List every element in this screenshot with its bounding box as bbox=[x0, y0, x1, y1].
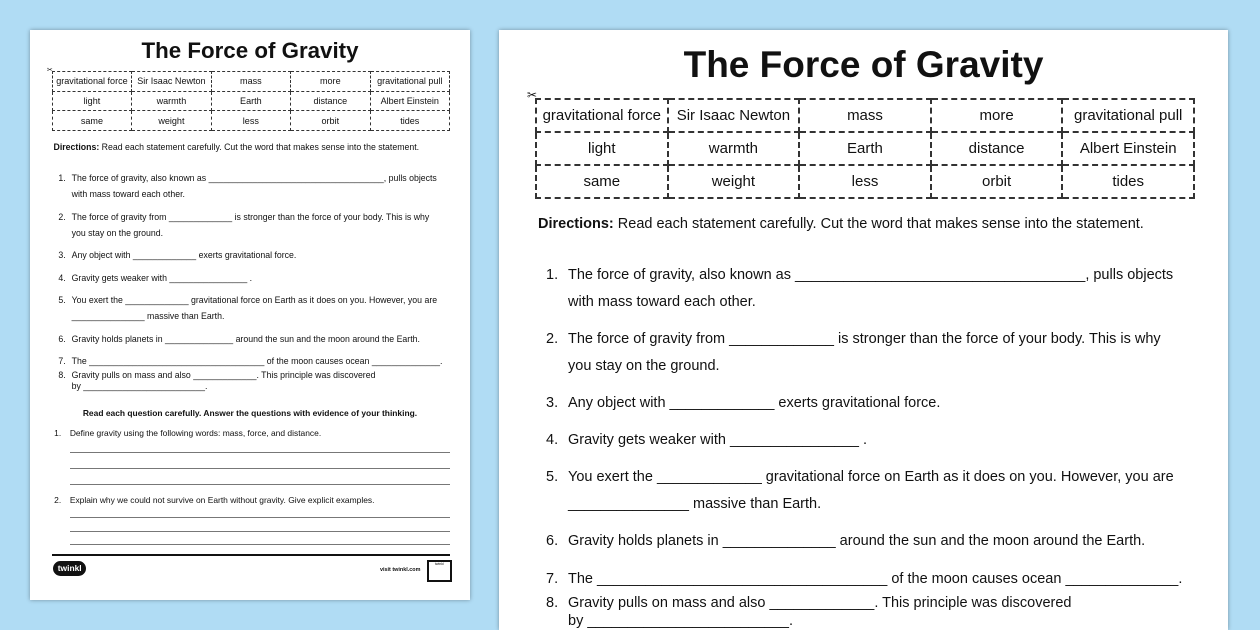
statement-5 bbox=[546, 464, 1174, 518]
word-row bbox=[52, 111, 449, 131]
footer-badge: twinkl bbox=[427, 560, 452, 582]
statement-text: Gravity gets weaker with ________________ . bbox=[568, 432, 868, 448]
statement-text: Gravity pulls on mass and also _____________. This principle was discovered bbox=[568, 595, 1072, 611]
worksheet-title: The Force of Gravity bbox=[683, 44, 1044, 85]
word-card: warmth bbox=[132, 91, 211, 111]
word-card: mass bbox=[799, 99, 931, 132]
statement-continuation: by _________________________. bbox=[568, 613, 793, 629]
statement-4 bbox=[58, 270, 252, 286]
question-num: 1. bbox=[54, 428, 62, 439]
statement-text: Any object with _____________ exerts gravitational force. bbox=[71, 250, 297, 261]
word-card: Sir Isaac Newton bbox=[132, 72, 211, 92]
word-card: gravitational pull bbox=[1062, 99, 1194, 132]
footer-url: visit twinkl.com bbox=[380, 567, 421, 574]
word-row bbox=[536, 132, 1194, 165]
statement-5 bbox=[58, 292, 437, 325]
statement-continuation: with mass toward each other. bbox=[71, 189, 185, 200]
directions bbox=[54, 142, 420, 152]
word-row bbox=[536, 165, 1194, 198]
statement-num: 6. bbox=[546, 533, 559, 549]
word-card: less bbox=[799, 165, 931, 198]
scissors-icon: ✂ bbox=[527, 88, 538, 102]
word-card: weight bbox=[668, 165, 800, 198]
footer-divider bbox=[52, 554, 450, 556]
statement-text: The ____________________________________ of the moon causes ocean ______________. bbox=[71, 356, 443, 367]
word-card: orbit bbox=[931, 165, 1063, 198]
statement-3 bbox=[58, 247, 296, 263]
statement-num: 5. bbox=[546, 469, 559, 485]
answer-line bbox=[70, 544, 450, 545]
question-2 bbox=[54, 495, 374, 505]
word-card: same bbox=[52, 111, 131, 131]
statement-continuation: _______________ massive than Earth. bbox=[568, 496, 822, 512]
worksheet-title: The Force of Gravity bbox=[141, 38, 359, 64]
word-card: warmth bbox=[668, 132, 800, 165]
worksheet-preview bbox=[499, 30, 1228, 630]
statement-3 bbox=[546, 390, 940, 417]
statement-text: You exert the _____________ gravitational force on Earth as it does on you. However, you are bbox=[71, 294, 438, 305]
statement-text: Gravity gets weaker with ________________ . bbox=[71, 272, 253, 283]
worksheet-thumbnail[interactable] bbox=[30, 30, 470, 600]
statement-8 bbox=[58, 369, 375, 391]
questions-heading: Read each question carefully. Answer the questions with evidence of your thinking. bbox=[82, 407, 418, 418]
statement-text: Any object with _____________ exerts gravitational force. bbox=[568, 395, 941, 411]
statement-num: 1. bbox=[58, 173, 66, 183]
statement-num: 4. bbox=[58, 272, 66, 283]
statement-7 bbox=[58, 353, 442, 369]
statement-continuation: _______________ massive than Earth. bbox=[71, 311, 225, 322]
statement-num: 1. bbox=[546, 267, 559, 283]
statement-num: 3. bbox=[58, 250, 66, 261]
word-card: Earth bbox=[799, 132, 931, 165]
word-card: Earth bbox=[211, 91, 290, 111]
statement-text: The force of gravity from _____________ is stronger than the force of your body. This is why bbox=[568, 331, 1161, 347]
word-card: tides bbox=[1062, 165, 1194, 198]
word-row bbox=[52, 91, 449, 111]
statement-continuation: with mass toward each other. bbox=[568, 294, 756, 310]
directions-label: Directions: bbox=[53, 142, 100, 153]
statement-num: 4. bbox=[546, 432, 559, 448]
statement-text: The force of gravity from _____________ is stronger than the force of your body. This is why bbox=[71, 211, 430, 222]
word-bank bbox=[52, 71, 450, 131]
statement-num: 5. bbox=[58, 294, 66, 305]
twinkl-logo: twinkl bbox=[53, 561, 87, 576]
directions bbox=[538, 216, 1144, 232]
word-card: orbit bbox=[291, 111, 370, 131]
statement-num: 2. bbox=[58, 211, 66, 222]
word-card: distance bbox=[931, 132, 1063, 165]
statement-text: The force of gravity, also known as ____________________________________, pulls objects bbox=[568, 267, 1174, 283]
word-row bbox=[52, 72, 449, 92]
statement-1 bbox=[546, 262, 1173, 316]
word-card: gravitational pull bbox=[370, 72, 449, 92]
word-card: same bbox=[536, 165, 668, 198]
word-card: more bbox=[291, 72, 370, 92]
statement-6 bbox=[58, 331, 420, 347]
directions-text: Read each statement carefully. Cut the word that makes sense into the statement. bbox=[613, 216, 1144, 232]
word-card: gravitational force bbox=[52, 72, 131, 92]
answer-line bbox=[70, 452, 450, 453]
statement-num: 8. bbox=[58, 370, 66, 381]
statement-text: You exert the _____________ gravitational force on Earth as it does on you. However, you are bbox=[568, 469, 1174, 485]
word-card: more bbox=[931, 99, 1063, 132]
answer-line bbox=[70, 468, 450, 469]
statement-continuation: you stay on the ground. bbox=[568, 358, 720, 374]
question-num: 2. bbox=[54, 495, 62, 506]
directions-label: Directions: bbox=[538, 216, 614, 232]
directions-text: Read each statement carefully. Cut the word that makes sense into the statement. bbox=[99, 142, 420, 153]
answer-line bbox=[70, 531, 450, 532]
statement-continuation: by _________________________. bbox=[71, 381, 208, 392]
word-card: Albert Einstein bbox=[370, 91, 449, 111]
word-card: distance bbox=[291, 91, 370, 111]
word-card: weight bbox=[132, 111, 211, 131]
answer-line bbox=[70, 484, 450, 485]
word-card: gravitational force bbox=[536, 99, 668, 132]
statement-2 bbox=[546, 326, 1161, 380]
question-1 bbox=[54, 428, 321, 438]
statement-1 bbox=[58, 170, 436, 203]
statement-text: Gravity pulls on mass and also _____________. This principle was discovered bbox=[71, 370, 376, 381]
word-card: Sir Isaac Newton bbox=[668, 99, 800, 132]
question-text: Explain why we could not survive on Earth without gravity. Give explicit examples. bbox=[69, 495, 375, 506]
statement-continuation: you stay on the ground. bbox=[71, 227, 164, 238]
statement-num: 2. bbox=[546, 331, 559, 347]
statement-6 bbox=[546, 528, 1145, 555]
word-card: mass bbox=[211, 72, 290, 92]
answer-line bbox=[70, 517, 450, 518]
statement-4 bbox=[546, 427, 867, 454]
statement-7 bbox=[546, 566, 1182, 593]
statement-num: 3. bbox=[546, 395, 559, 411]
worksheet-page bbox=[499, 30, 1228, 630]
statement-num: 7. bbox=[546, 571, 559, 587]
statement-2 bbox=[58, 209, 429, 242]
statement-num: 7. bbox=[58, 356, 66, 367]
word-card: less bbox=[211, 111, 290, 131]
worksheet-page bbox=[30, 30, 470, 600]
word-card: light bbox=[536, 132, 668, 165]
scissors-icon: ✂ bbox=[46, 65, 53, 74]
statement-text: Gravity holds planets in ______________ around the sun and the moon around the Earth. bbox=[568, 533, 1146, 549]
statement-text: The ____________________________________ of the moon causes ocean ______________. bbox=[568, 571, 1183, 587]
question-text: Define gravity using the following words: mass, force, and distance. bbox=[69, 428, 322, 439]
statement-text: The force of gravity, also known as ____________________________________, pulls objects bbox=[71, 173, 437, 183]
word-row bbox=[536, 99, 1194, 132]
word-card: tides bbox=[370, 111, 449, 131]
word-card: Albert Einstein bbox=[1062, 132, 1194, 165]
statement-num: 8. bbox=[546, 595, 559, 611]
statement-text: Gravity holds planets in ______________ around the sun and the moon around the Earth. bbox=[71, 333, 420, 344]
word-card: light bbox=[52, 91, 131, 111]
statement-8 bbox=[546, 592, 1072, 628]
statement-num: 6. bbox=[58, 333, 66, 344]
word-bank bbox=[535, 98, 1195, 199]
